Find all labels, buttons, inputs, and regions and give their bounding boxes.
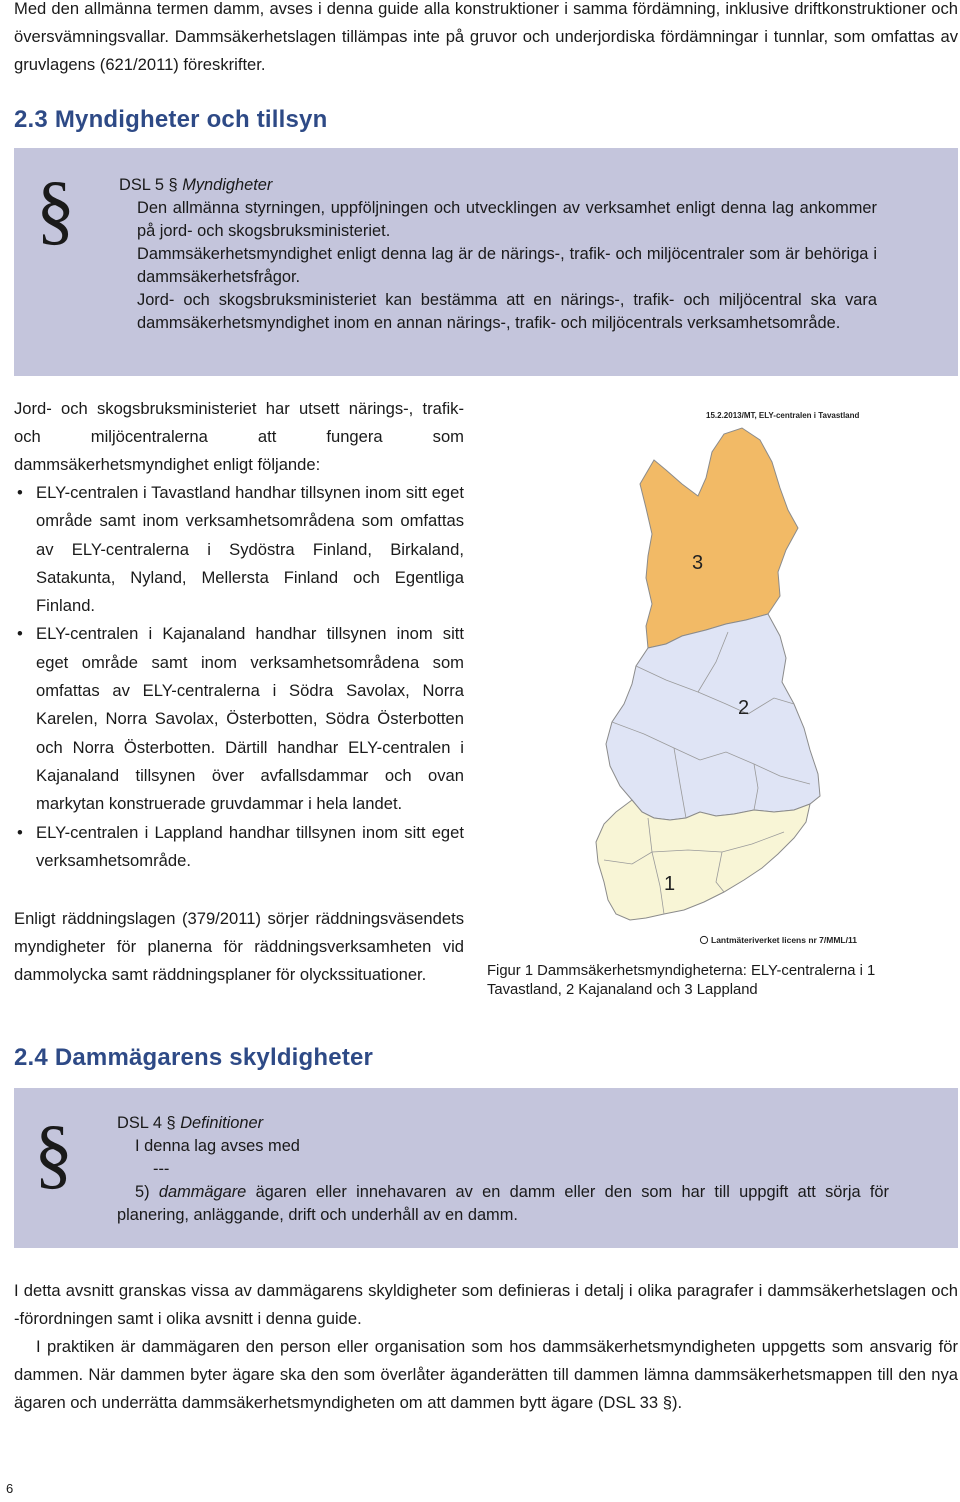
law-line-omission: ---	[153, 1160, 170, 1178]
owner-paragraph-1: I detta avsnitt granskas vissa av dammägarens skyldigheter som definieras i detalj i olika paragrafer i dammsäkerhetslagen och -förordningen samt i olika avsnitt i denna guide.	[14, 1281, 958, 1328]
finland-authority-map	[548, 392, 888, 952]
paragraph-sign-icon: §	[34, 1109, 73, 1196]
map-header-text: 15.2.2013/MT, ELY-centralen i Tavastland	[706, 411, 860, 420]
paragraph-sign-icon: §	[36, 165, 75, 252]
region-2-kajanaland	[606, 614, 820, 820]
law-text-dsl4	[117, 1112, 889, 1227]
map-license-text: Lantmäteriverket licens nr 7/MML/11	[711, 935, 857, 945]
copyright-icon	[700, 936, 707, 943]
rescue-paragraph: Enligt räddningslagen (379/2011) sörjer räddningsväsendets myndigheter för planerna för räddningsverksamheten vid dammolycka samt räddningsplaner för olyckssituationer.	[14, 909, 464, 984]
figure-caption: Figur 1 Dammsäkerhetsmyndigheterna: ELY-centralerna i 1 Tavastland, 2 Kajanaland och 3 Lappland	[487, 963, 876, 998]
list-item: • ELY-centralen i Kajanaland handhar tillsynen inom sitt eget område samt inom verksamhetsområdena som omfattas av ELY-centralerna i Södra Savolax, Norra Karelen, Norra Savolax, Österbotten, Södra Österbotten och Norra Österbotten. Därtill handhar ELY-centralen i Kajanaland tillsynen över avfallsdammar och ovan markytan konstruerade gruvdammar i hela landet.	[14, 620, 464, 818]
law-reference: DSL 4 § Definitioner	[117, 1114, 264, 1132]
law-line-1: I denna lag avses med	[135, 1137, 300, 1155]
law-line-definition: 5) dammägare ägaren eller innehavaren av en damm eller den som har till uppgift att sörja för planering, anläggande, drift och underhåll av en damm.	[117, 1183, 889, 1224]
list-item: • ELY-centralen i Lappland handhar tillsynen inom sitt eget verksamhetsområde.	[14, 819, 464, 876]
law-reference: DSL 5 § Myndigheter	[119, 176, 273, 194]
region-3-lappland	[640, 428, 798, 648]
section-heading-2-4: 2.4 Dammägarens skyldigheter	[14, 1044, 374, 1071]
law-box-dsl4	[14, 1088, 958, 1248]
law-paragraph-3: Jord- och skogsbruksministeriet kan bestämma att en närings-, trafik- och miljöcentral ska vara dammsäkerhetsmyndighet inom en annan närings-, trafik- och miljöcentrals verksamhetsområde.	[137, 291, 877, 332]
list-item: • ELY-centralen i Tavastland handhar tillsynen inom sitt eget område samt inom verksamhetsområdena som omfattas av ELY-centralerna i Sydöstra Finland, Birkaland, Satakunta, Nyland, Mellersta Finland och Egentliga Finland.	[14, 479, 464, 620]
page-number: 6	[6, 1481, 14, 1496]
authority-list	[14, 479, 464, 875]
intro-paragraph: Med den allmänna termen damm, avses i denna guide alla konstruktioner i samma fördämning, inklusive driftkonstruktioner och översvämningsvallar. Dammsäkerhetslagen tillämpas inte på gruvor och underjordiska fördämningar i tunnlar, som omfattas av gruvlagens (621/2011) föreskrifter.	[14, 0, 958, 74]
authority-lead-paragraph: Jord- och skogsbruksministeriet har utsett närings-, trafik- och miljöcentralerna att fungera som dammsäkerhetsmyndighet enligt följande:	[14, 399, 464, 474]
law-paragraph-1: Den allmänna styrningen, uppföljningen och utvecklingen av verksamhet enligt denna lag ankommer på jord- och skogsbruksministeriet.	[137, 199, 877, 240]
law-paragraph-2: Dammsäkerhetsmyndighet enligt denna lag är de närings-, trafik- och miljöcentraler som är behöriga i dammsäkerhetsfrågor.	[137, 245, 877, 286]
region-label-1: 1	[664, 873, 676, 895]
region-label-3: 3	[692, 552, 704, 574]
region-1-tavastland	[596, 800, 810, 920]
section-heading-2-3: 2.3 Myndigheter och tillsyn	[14, 106, 328, 133]
law-text-dsl5	[119, 174, 877, 335]
owner-paragraph-2: I praktiken är dammägaren den person eller organisation som hos dammsäkerhetsmyndigheten uppgetts som ansvarig för dammen. När dammen byter ägare ska den som överlåter äganderätten till dammen lämna dammsäkerhetsmappen till den nya ägaren och underrätta dammsäkerhetsmyndigheten om att dammen bytt ägare (DSL 33 §).	[14, 1337, 958, 1412]
law-box-dsl5	[14, 148, 958, 376]
region-label-2: 2	[738, 697, 750, 719]
